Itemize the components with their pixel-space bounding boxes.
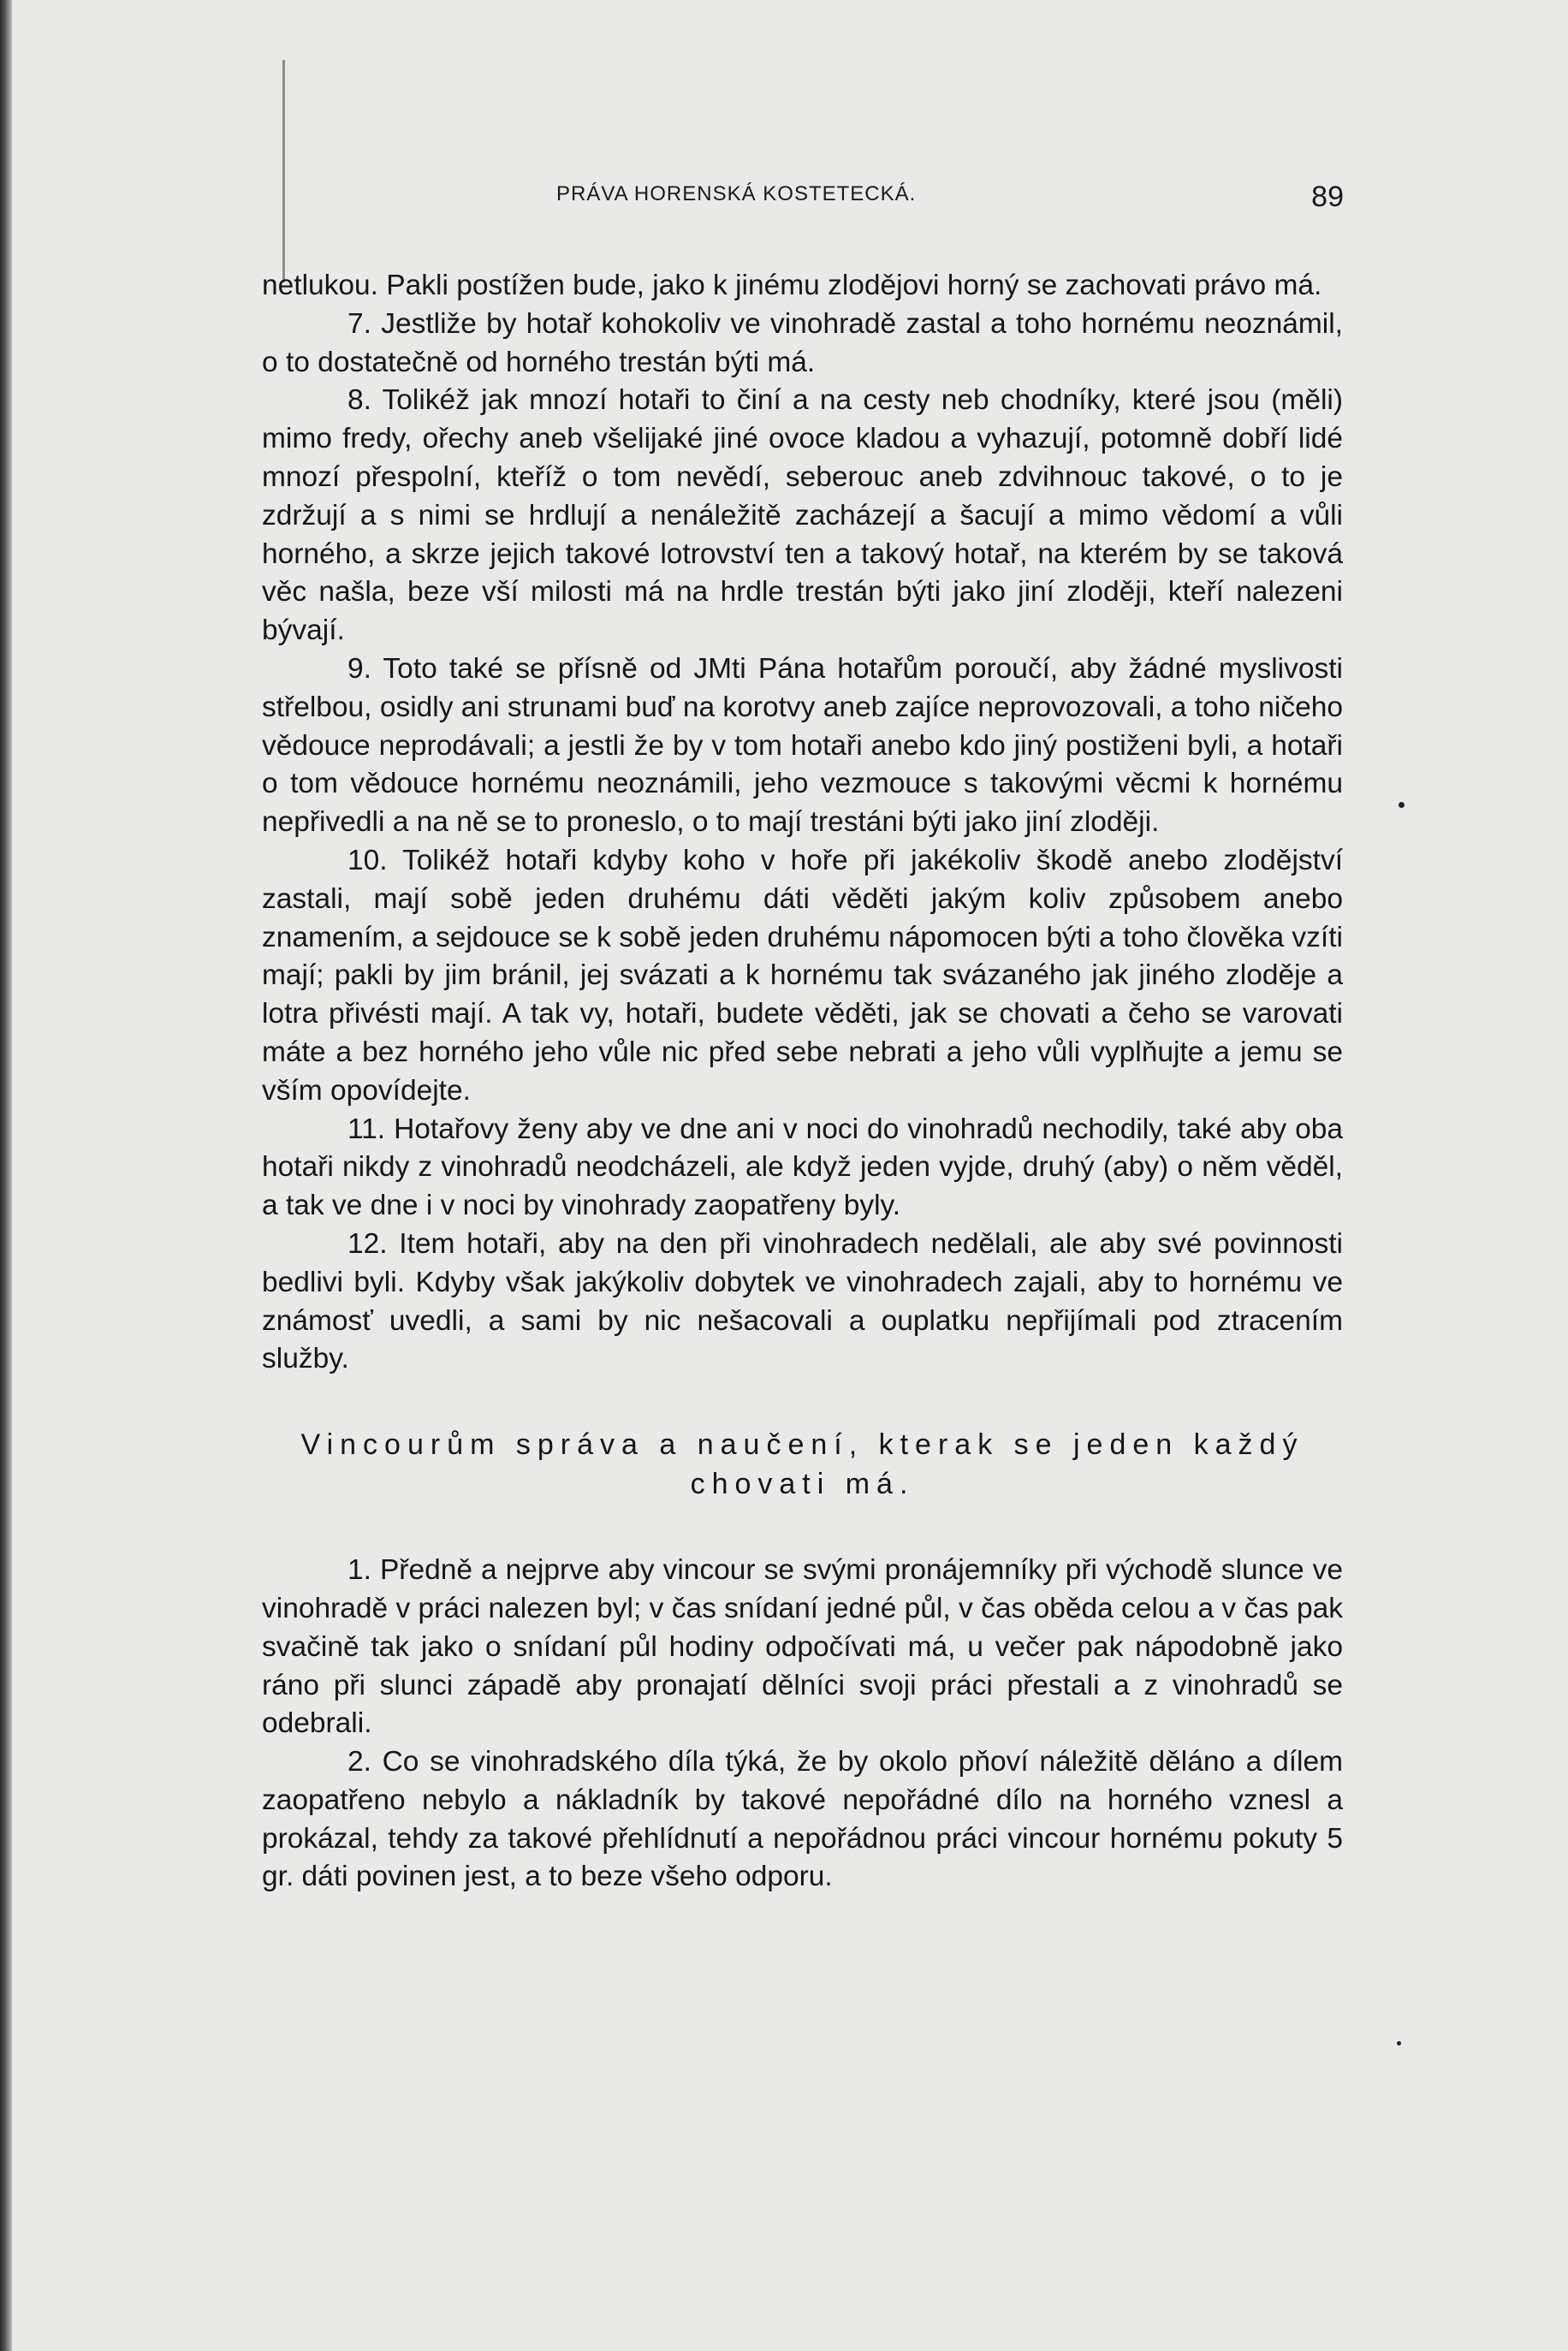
paragraph-10: 10. Tolikéž hotaři kdyby koho v hoře při jakékoliv škodě anebo zlodějství zastali, mají sobě jeden druhému dáti věděti jakým koliv způsobem anebo znamením, a sejdouce se k sobě jeden druhému nápomocen býti a toho člověka vzíti mají; pakli by jim bránil, jej svázati a k hornému tak svázaného jak jiného zloděje a lotra přivésti mají. A tak vy, hotaři, budete věděti, jak se chovati a čeho se varovati máte a bez horného jeho vůle nic před sebe nebrati a jeho vůli vyplňujte a jemu se vším opovídejte.	[262, 844, 1343, 1107]
margin-speck	[1399, 802, 1405, 808]
section-heading: Vincourům správa a naučení, kterak se jeden každý chovati má.	[300, 1428, 1304, 1501]
paragraph-11: 11. Hotařovy ženy aby ve dne ani v noci do vinohradů nechodily, také aby oba hotaři nikdy z vinohradů neodcházeli, ale když jeden vyjde, druhý (aby) o něm věděl, a tak ve dne i v noci by vinohrady zaopatřeny byly.	[262, 1113, 1343, 1222]
section-paragraph-2: 2. Co se vinohradského díla týká, že by okolo pňoví náležitě děláno a dílem zaopatřeno nebylo a nákladník by takové nepořádné dílo na horného vznesl a prokázal, tehdy za takové přehlídnutí a nepořádnou práci vincour hornému pokuty 5 gr. dáti povinen jest, a to beze všeho odporu.	[262, 1746, 1343, 1893]
body-text	[262, 267, 1343, 1897]
paragraph-7: 7. Jestliže by hotař kohokoliv ve vinohradě zastal a toho hornému neoznámil, o to dostatečně od horného trestán býti má.	[262, 307, 1343, 378]
paragraph-12: 12. Item hotaři, aby na den při vinohradech nedělali, ale aby své povinnosti bedlivi byli. Kdyby však jakýkoliv dobytek ve vinohradech zajali, aby to hornému ve známosť uvedli, a sami by nic nešacovali a ouplatku nepřijímali pod ztracením služby.	[262, 1227, 1343, 1375]
section-paragraph-1: 1. Předně a nejprve aby vincour se svými pronájemníky při východě slunce ve vinohradě v práci nalezen byl; v čas snídaní jedné půl, v čas oběda celou a v čas pak svačině tak jako o snídaní půl hodiny odpočívati má, u večer pak nápodobně jako ráno při slunci západě aby pronajatí dělníci svoji práci přestali a z vinohradů se odebrali.	[262, 1554, 1343, 1740]
paragraph-8: 8. Tolikéž jak mnozí hotaři to činí a na cesty neb chodníky, které jsou (měli) mimo fredy, ořechy aneb všelijaké jiné ovoce kladou a vyhazují, potomně dobří lidé mnozí přespolní, kteříž o tom nevědí, seberouc aneb zdvihnouc takové, o to je zdržují a s nimi se hrdlují a nenáležitě zacházejí a šacují a mimo vědomí a vůli horného, a skrze jejich takové lotrovství ten a takový hotař, na kterém by se taková věc našla, beze vší milosti má na hrdle trestán býti jako jiní zloději, kteří nalezeni bývají.	[262, 384, 1343, 647]
paragraph-continuation: netlukou. Pakli postížen bude, jako k jinému zlodějovi horný se zachovati právo má.	[262, 270, 1322, 301]
page-number: 89	[1311, 181, 1344, 213]
gutter-mark	[282, 60, 285, 282]
running-title: PRÁVA HORENSKÁ KOSTETECKÁ.	[556, 182, 917, 205]
margin-speck	[1397, 2041, 1401, 2045]
page-header	[556, 177, 1369, 220]
paragraph-9: 9. Toto také se přísně od JMti Pána hotařům poroučí, aby žádné myslivosti střelbou, osidly ani strunami buď na korotvy aneb zajíce neprovozovali, a toho ničeho vědouce neprodávali; a jestli že by v tom hotaři anebo kdo jiný postiženi byli, a hotaři o tom vědouce hornému neoznámili, jeho vezmouce s takovými věcmi k hornému nepřivedli a na ně se to proneslo, o to mají trestáni býti jako jiní zloději.	[262, 652, 1343, 839]
book-spine-shadow	[0, 0, 12, 2351]
